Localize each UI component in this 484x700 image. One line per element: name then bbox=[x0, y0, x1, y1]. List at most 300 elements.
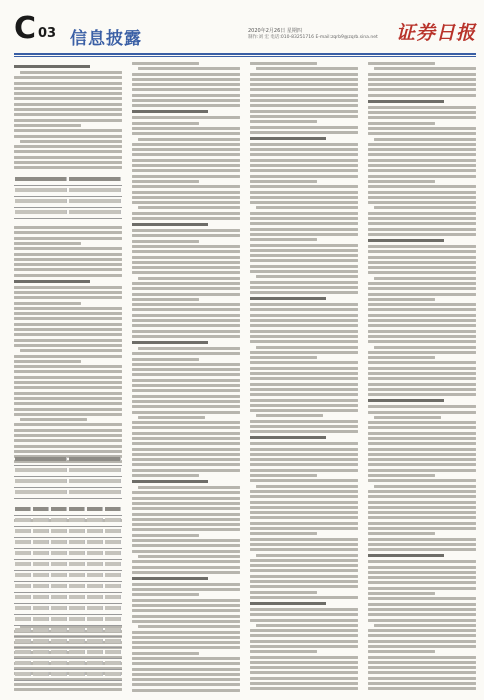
masthead bbox=[0, 0, 484, 58]
text-line bbox=[14, 119, 122, 122]
text-line bbox=[368, 432, 476, 435]
text-line bbox=[250, 527, 358, 530]
text-line bbox=[132, 180, 199, 183]
text-line bbox=[132, 405, 240, 408]
text-line bbox=[132, 122, 199, 125]
table-cell bbox=[87, 606, 103, 610]
table-row bbox=[14, 538, 122, 549]
text-line bbox=[14, 434, 122, 437]
text-line bbox=[14, 439, 122, 442]
text-line bbox=[368, 448, 476, 451]
table-cell bbox=[105, 628, 121, 632]
text-line bbox=[368, 687, 476, 690]
text-line bbox=[250, 372, 358, 375]
text-line bbox=[368, 671, 476, 674]
text-line bbox=[250, 559, 358, 562]
text-line bbox=[368, 522, 476, 525]
text-line bbox=[250, 191, 358, 194]
table-cell bbox=[51, 628, 67, 632]
text-line bbox=[368, 377, 476, 380]
text-line bbox=[250, 511, 358, 514]
text-line bbox=[14, 360, 81, 363]
table-cell bbox=[15, 507, 31, 511]
table-cell bbox=[69, 606, 85, 610]
text-line bbox=[250, 677, 358, 680]
text-line bbox=[14, 263, 122, 266]
text-line bbox=[250, 596, 358, 599]
text-line bbox=[132, 426, 240, 429]
table-cell bbox=[87, 551, 103, 555]
table-cell bbox=[69, 661, 85, 665]
table-row bbox=[14, 455, 122, 466]
text-line bbox=[132, 116, 240, 119]
table-cell bbox=[69, 628, 85, 632]
table-cell bbox=[33, 562, 49, 566]
table-cell bbox=[15, 617, 31, 621]
text-line bbox=[368, 469, 476, 472]
text-line bbox=[250, 286, 358, 289]
table-cell bbox=[51, 518, 67, 522]
text-line bbox=[20, 418, 87, 421]
text-column-2 bbox=[132, 62, 240, 694]
subsection-heading-line bbox=[250, 602, 326, 605]
text-line bbox=[368, 629, 476, 632]
text-line bbox=[132, 368, 240, 371]
text-line bbox=[132, 185, 240, 188]
table-row bbox=[14, 593, 122, 604]
text-line bbox=[368, 527, 476, 530]
text-line bbox=[132, 604, 240, 607]
table-cell bbox=[33, 672, 49, 676]
text-line bbox=[250, 532, 317, 535]
table-row bbox=[14, 208, 122, 219]
text-line bbox=[368, 495, 476, 498]
text-line bbox=[368, 560, 476, 563]
text-line bbox=[368, 587, 476, 590]
text-line bbox=[250, 88, 358, 91]
text-line bbox=[250, 314, 358, 317]
text-line bbox=[374, 138, 476, 141]
table-cell bbox=[69, 490, 121, 494]
table-cell bbox=[87, 573, 103, 577]
text-line bbox=[368, 608, 476, 611]
table-cell bbox=[87, 562, 103, 566]
text-line bbox=[368, 571, 476, 574]
text-line bbox=[14, 429, 122, 432]
text-line bbox=[250, 238, 317, 241]
table-cell bbox=[87, 540, 103, 544]
text-line bbox=[250, 585, 358, 588]
text-line bbox=[250, 291, 358, 294]
table-cell bbox=[69, 457, 121, 461]
table-cell bbox=[33, 617, 49, 621]
table-cell bbox=[51, 551, 67, 555]
table-cell bbox=[51, 584, 67, 588]
text-line bbox=[132, 491, 240, 494]
text-column-4 bbox=[368, 62, 476, 694]
text-line bbox=[374, 416, 441, 419]
text-line bbox=[250, 110, 358, 113]
text-line bbox=[250, 78, 358, 81]
text-line bbox=[250, 324, 358, 327]
text-line bbox=[14, 450, 122, 453]
text-line bbox=[132, 73, 240, 76]
text-line bbox=[250, 212, 358, 215]
text-line bbox=[132, 169, 240, 172]
text-line bbox=[368, 463, 476, 466]
text-line bbox=[132, 636, 240, 639]
text-line bbox=[374, 67, 476, 70]
table-row bbox=[14, 571, 122, 582]
text-line bbox=[368, 201, 476, 204]
text-line bbox=[368, 367, 476, 370]
table-cell bbox=[15, 540, 31, 544]
text-line bbox=[368, 78, 476, 81]
text-line bbox=[368, 458, 476, 461]
text-line bbox=[14, 87, 122, 90]
subsection-heading-line bbox=[368, 399, 444, 402]
text-line bbox=[368, 335, 476, 338]
text-line bbox=[132, 164, 240, 167]
text-line bbox=[250, 569, 358, 572]
text-line bbox=[132, 191, 240, 194]
table-cell bbox=[15, 490, 67, 494]
text-line bbox=[132, 395, 240, 398]
text-line bbox=[132, 652, 199, 655]
text-line bbox=[368, 453, 476, 456]
text-line bbox=[368, 581, 476, 584]
text-line bbox=[138, 625, 240, 628]
text-line bbox=[132, 560, 240, 563]
text-line bbox=[132, 437, 240, 440]
text-line bbox=[368, 597, 476, 600]
text-line bbox=[250, 650, 317, 653]
text-line bbox=[368, 421, 476, 424]
table-cell bbox=[51, 606, 67, 610]
table-cell bbox=[69, 210, 121, 214]
table-cell bbox=[15, 639, 31, 643]
text-line bbox=[250, 404, 358, 407]
text-line bbox=[250, 308, 358, 311]
text-line bbox=[368, 501, 476, 504]
text-line bbox=[138, 416, 205, 419]
text-line bbox=[368, 640, 476, 643]
subsection-heading-line bbox=[250, 137, 326, 140]
text-line bbox=[250, 361, 358, 364]
table-cell bbox=[69, 562, 85, 566]
text-line bbox=[368, 233, 476, 236]
table-cell bbox=[51, 595, 67, 599]
text-line bbox=[368, 73, 476, 76]
text-line bbox=[138, 555, 240, 558]
text-line bbox=[132, 646, 240, 649]
text-line bbox=[14, 161, 122, 164]
text-line bbox=[132, 502, 240, 505]
text-line bbox=[132, 544, 240, 547]
subsection-heading-line bbox=[132, 577, 208, 580]
subsection-heading-line bbox=[368, 100, 444, 103]
text-line bbox=[368, 592, 435, 595]
text-line bbox=[250, 687, 358, 690]
table-cell bbox=[105, 573, 121, 577]
table-cell bbox=[87, 617, 103, 621]
text-line bbox=[138, 277, 240, 280]
text-line bbox=[250, 351, 358, 354]
editor-info-line: 制作:刘 宏 电话:010-83251716 E-mail:zqrb9@zqrb.sina.net bbox=[248, 35, 378, 40]
table-cell bbox=[69, 529, 85, 533]
text-line bbox=[132, 229, 240, 232]
text-line bbox=[14, 413, 122, 416]
table-row bbox=[14, 560, 122, 571]
text-line bbox=[368, 511, 476, 514]
subsection-heading-line bbox=[132, 341, 208, 344]
table-cell bbox=[15, 573, 31, 577]
table-cell bbox=[105, 529, 121, 533]
table-cell bbox=[33, 628, 49, 632]
text-line bbox=[250, 126, 358, 129]
text-line bbox=[250, 319, 358, 322]
text-line bbox=[132, 293, 240, 296]
text-line bbox=[14, 258, 122, 261]
text-line bbox=[14, 82, 122, 85]
text-line bbox=[368, 650, 435, 653]
text-line bbox=[250, 180, 317, 183]
text-line bbox=[132, 78, 240, 81]
date-line: 2020年2月26日 星期四 bbox=[248, 28, 302, 34]
table-cell bbox=[33, 518, 49, 522]
text-line bbox=[132, 287, 240, 290]
text-line bbox=[250, 490, 358, 493]
text-line bbox=[14, 323, 122, 326]
text-line bbox=[132, 657, 240, 660]
text-line bbox=[14, 103, 122, 106]
text-line bbox=[132, 458, 240, 461]
table-cell bbox=[33, 540, 49, 544]
text-line bbox=[368, 303, 476, 306]
text-line bbox=[14, 423, 122, 426]
table-cell bbox=[15, 551, 31, 555]
text-line bbox=[14, 302, 81, 305]
text-line bbox=[250, 575, 358, 578]
table-cell bbox=[33, 595, 49, 599]
text-line bbox=[368, 191, 476, 194]
text-line bbox=[368, 619, 476, 622]
text-line bbox=[138, 138, 240, 141]
text-line bbox=[14, 402, 122, 405]
text-line bbox=[132, 261, 240, 264]
text-line bbox=[250, 254, 358, 257]
text-line bbox=[368, 361, 476, 364]
table-cell bbox=[15, 529, 31, 533]
table-row bbox=[14, 527, 122, 538]
text-line bbox=[368, 298, 435, 301]
text-line bbox=[256, 275, 358, 278]
text-line bbox=[132, 497, 240, 500]
text-line bbox=[132, 668, 240, 671]
table-cell bbox=[105, 507, 121, 511]
table-cell bbox=[69, 617, 85, 621]
text-line bbox=[132, 308, 240, 311]
text-line bbox=[250, 330, 358, 333]
text-line bbox=[14, 307, 122, 310]
text-line bbox=[132, 153, 240, 156]
text-line bbox=[14, 145, 122, 148]
text-line bbox=[250, 335, 358, 338]
text-line bbox=[368, 656, 476, 659]
text-line bbox=[250, 463, 358, 466]
table-cell bbox=[51, 672, 67, 676]
text-line bbox=[250, 249, 358, 252]
table-cell bbox=[69, 468, 121, 472]
text-line bbox=[132, 83, 240, 86]
table-cell bbox=[15, 650, 31, 654]
text-line bbox=[250, 270, 358, 273]
table-cell bbox=[69, 479, 121, 483]
text-line bbox=[132, 599, 240, 602]
text-line bbox=[250, 185, 358, 188]
text-line bbox=[14, 108, 122, 111]
text-line bbox=[14, 129, 122, 132]
table-cell bbox=[15, 457, 67, 461]
text-line bbox=[250, 666, 358, 669]
text-line bbox=[250, 104, 358, 107]
text-line bbox=[250, 469, 358, 472]
text-line bbox=[250, 640, 358, 643]
text-line bbox=[250, 629, 358, 632]
text-line bbox=[132, 104, 240, 107]
text-line bbox=[374, 206, 476, 209]
text-line bbox=[132, 196, 240, 199]
text-line bbox=[368, 282, 476, 285]
text-line bbox=[368, 169, 476, 172]
text-line bbox=[14, 150, 122, 153]
text-line bbox=[132, 513, 240, 516]
table-row bbox=[14, 648, 122, 659]
text-line bbox=[132, 282, 240, 285]
text-line bbox=[14, 317, 122, 320]
table-row bbox=[14, 626, 122, 637]
text-line bbox=[132, 132, 240, 135]
text-line bbox=[132, 240, 199, 243]
table-cell bbox=[69, 507, 85, 511]
text-line bbox=[250, 281, 358, 284]
text-line bbox=[368, 256, 476, 259]
text-line bbox=[14, 253, 122, 256]
subsection-heading-line bbox=[250, 297, 326, 300]
text-line bbox=[368, 634, 476, 637]
table-cell bbox=[105, 661, 121, 665]
text-line bbox=[132, 469, 240, 472]
text-line bbox=[368, 682, 476, 685]
text-line bbox=[368, 372, 476, 375]
text-line bbox=[368, 245, 476, 248]
table-cell bbox=[15, 188, 67, 192]
text-line bbox=[368, 159, 476, 162]
text-line bbox=[132, 389, 240, 392]
table-cell bbox=[105, 606, 121, 610]
text-line bbox=[250, 393, 358, 396]
text-line bbox=[250, 131, 358, 134]
table-cell bbox=[51, 650, 67, 654]
table-row bbox=[14, 637, 122, 648]
table-cell bbox=[87, 672, 103, 676]
section-number: 03 bbox=[38, 26, 57, 41]
text-line bbox=[132, 314, 240, 317]
text-line bbox=[132, 159, 240, 162]
text-line bbox=[132, 250, 240, 253]
text-line bbox=[368, 228, 476, 231]
text-line bbox=[132, 583, 240, 586]
text-line bbox=[14, 291, 122, 294]
text-line bbox=[368, 196, 476, 199]
text-line bbox=[368, 543, 476, 546]
text-line bbox=[138, 206, 240, 209]
table-cell bbox=[15, 518, 31, 522]
table-cell bbox=[33, 639, 49, 643]
text-line bbox=[14, 247, 122, 250]
text-line bbox=[368, 164, 476, 167]
text-line bbox=[250, 453, 358, 456]
subsection-heading-line bbox=[368, 239, 444, 242]
subsection-heading-line bbox=[14, 280, 90, 283]
text-line bbox=[250, 442, 358, 445]
table-cell bbox=[15, 606, 31, 610]
text-line bbox=[14, 76, 122, 79]
text-line bbox=[14, 268, 122, 271]
text-line bbox=[256, 554, 358, 557]
table-cell bbox=[87, 529, 103, 533]
text-line bbox=[132, 566, 240, 569]
table-cell bbox=[51, 540, 67, 544]
table-cell bbox=[87, 661, 103, 665]
table-cell bbox=[33, 573, 49, 577]
text-line bbox=[250, 233, 358, 236]
text-line bbox=[132, 324, 240, 327]
text-line bbox=[14, 365, 122, 368]
text-line bbox=[256, 67, 358, 70]
table-row bbox=[14, 505, 122, 516]
text-line bbox=[132, 88, 240, 91]
table-cell bbox=[51, 639, 67, 643]
table-cell bbox=[51, 507, 67, 511]
text-line bbox=[14, 242, 81, 245]
text-line bbox=[132, 571, 240, 574]
text-line bbox=[250, 164, 358, 167]
text-line bbox=[250, 448, 358, 451]
text-line bbox=[250, 608, 358, 611]
table-cell bbox=[105, 639, 121, 643]
text-line bbox=[132, 411, 240, 414]
text-line bbox=[368, 185, 476, 188]
table-row bbox=[14, 186, 122, 197]
text-line bbox=[250, 169, 358, 172]
text-line bbox=[132, 358, 199, 361]
text-line bbox=[250, 94, 358, 97]
text-line bbox=[250, 201, 358, 204]
text-line bbox=[374, 624, 476, 627]
text-line bbox=[132, 463, 240, 466]
text-line bbox=[132, 528, 240, 531]
text-line bbox=[250, 148, 358, 151]
text-line bbox=[14, 231, 122, 234]
table-cell bbox=[15, 628, 31, 632]
text-line bbox=[368, 217, 476, 220]
text-line bbox=[368, 293, 476, 296]
text-line bbox=[250, 175, 358, 178]
text-line bbox=[250, 580, 358, 583]
text-line bbox=[250, 62, 317, 65]
text-line bbox=[368, 411, 476, 414]
